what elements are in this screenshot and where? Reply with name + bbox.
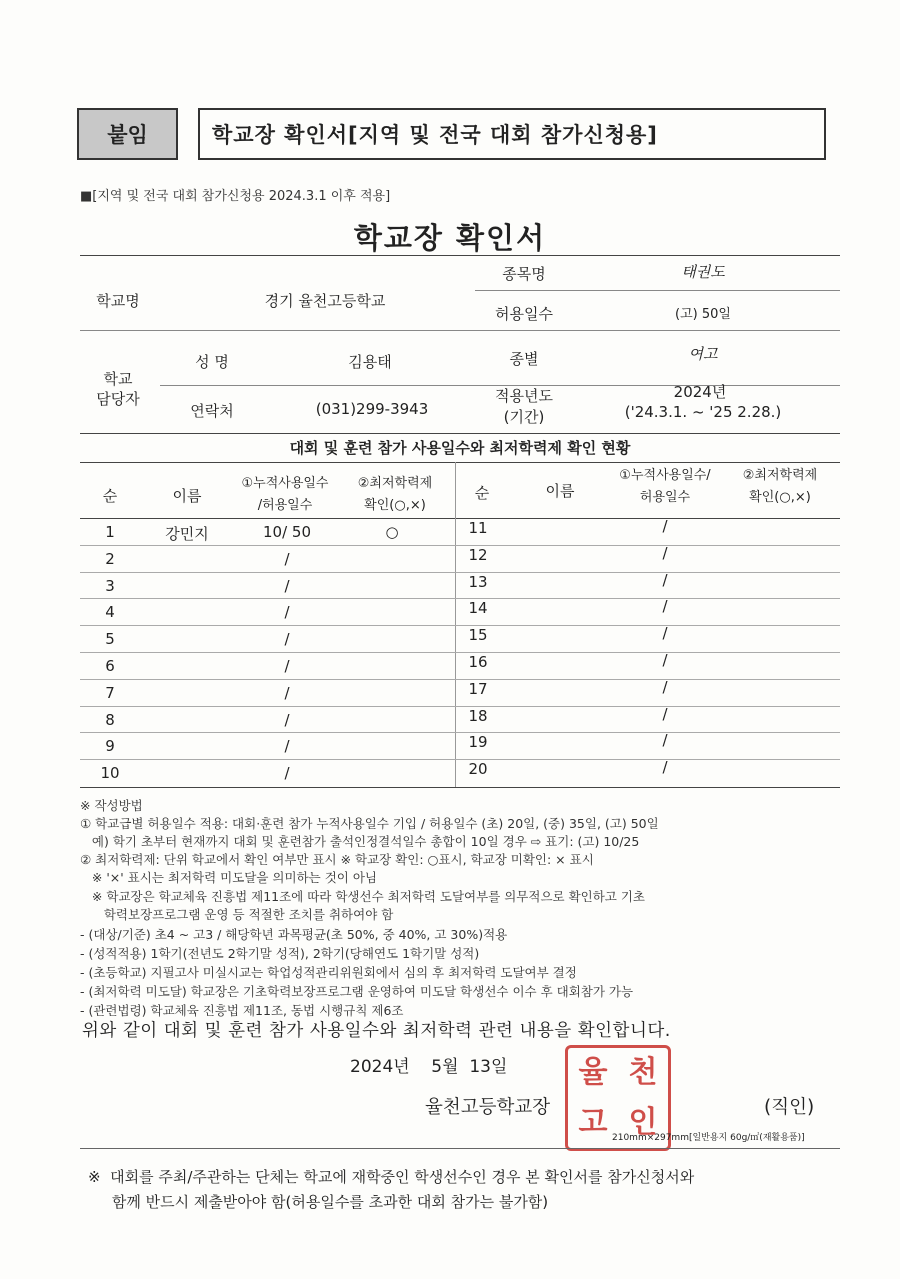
- year-label: 적용년도: [495, 387, 553, 405]
- usage-table-top-line: [80, 462, 840, 463]
- event-label: 종목명: [502, 265, 546, 283]
- instruction-line: - (성적적용) 1학기(전년도 2학기말 성적), 2학기(당해연도 1학기말 성적): [80, 946, 480, 961]
- row-days: /: [662, 543, 668, 562]
- instruction-line: ※ 작성방법: [80, 798, 143, 813]
- manager-label: 학교: [103, 370, 133, 388]
- instruction-line: 예) 학기 초부터 현재까지 대회 및 훈련참가 출석인정결석일수 총합이 10일 경우 ⇨ 표기: (고) 10/25: [80, 834, 640, 849]
- header-check: ②최저학력제: [357, 476, 433, 491]
- header-days: ①누적사용일수/: [619, 468, 711, 483]
- row-number: 15: [468, 626, 488, 645]
- row-number: 2: [105, 549, 115, 568]
- footer-divider: [80, 1148, 840, 1149]
- row-number: 3: [105, 576, 115, 595]
- principal-name: 율천고등학교장: [425, 1097, 551, 1118]
- row-days: /: [662, 624, 668, 643]
- gender-value: 여고: [688, 345, 718, 363]
- info-top-line: [80, 255, 840, 256]
- row-days: /: [284, 764, 290, 783]
- row-days: /: [284, 657, 290, 675]
- row-number: 20: [468, 760, 488, 779]
- instruction-line: - (초등학교) 지필고사 미실시교는 학업성적관리위원회에서 심의 후 최저학력 도달여부 결정: [80, 965, 577, 980]
- instruction-line: - (대상/기준) 초4 ~ 고3 / 해당학년 과목평균(초 50%, 중 40%, 고 30%)적용: [80, 927, 508, 942]
- year-label: (기간): [503, 408, 545, 426]
- confirm-statement: 위와 같이 대회 및 훈련 참가 사용일수와 최저학력 관련 내용을 확인합니다.: [82, 1021, 671, 1041]
- row-days: /: [662, 677, 668, 696]
- header-name: 이름: [545, 482, 575, 500]
- row-days: /: [662, 517, 668, 535]
- header-check: ②최저학력제: [742, 468, 818, 483]
- row-number: 14: [468, 599, 488, 618]
- row-days: /: [662, 731, 668, 750]
- row-days: /: [662, 758, 668, 777]
- row-number: 7: [105, 683, 115, 702]
- header-no: 순: [102, 487, 118, 505]
- header-days: 허용일수: [639, 490, 691, 505]
- header-check: 확인(○,×): [749, 490, 811, 505]
- row-number: 6: [105, 657, 115, 675]
- row-days: /: [662, 597, 668, 616]
- row-line: [80, 572, 840, 573]
- header-check: 확인(○,×): [364, 498, 426, 513]
- applicability-note: ■[지역 및 전국 대회 참가신청용 2024.3.1 이후 적용]: [80, 189, 391, 204]
- info-bottom-line: [80, 433, 840, 434]
- school-value: 경기 율천고등학교: [264, 292, 386, 310]
- document-title: 학교장 확인서[지역 및 전국 대회 참가신청용]: [198, 108, 826, 160]
- school-label: 학교명: [96, 292, 140, 310]
- usage-section-title: 대회 및 훈련 참가 사용일수와 최저학력제 확인 현황: [289, 439, 631, 457]
- footer-note-line1: ※ 대회를 주최/주관하는 단체는 학교에 재학중인 학생선수인 경우 본 확인서를 참가신청서와: [88, 1168, 695, 1186]
- attachment-tag: 붙임: [77, 108, 178, 160]
- row-check: ○: [385, 523, 399, 541]
- row-line: [80, 706, 840, 707]
- paper-spec-note: 210mm×297mm[일반용지 60g/㎡(재활용품)]: [612, 1133, 805, 1143]
- row-line: [80, 652, 840, 653]
- row-days: /: [284, 710, 290, 729]
- seal-mark: 율: [578, 1055, 608, 1090]
- main-title: 학교장 확인서: [353, 221, 547, 255]
- instruction-line: - (관련법령) 학교체육 진흥법 제11조, 동법 시행규칙 제6조: [80, 1003, 404, 1018]
- row-number: 4: [105, 603, 115, 622]
- row-days: /: [284, 737, 290, 756]
- header-days: ①누적사용일수: [241, 476, 329, 491]
- name-value: 김용태: [348, 353, 392, 371]
- row-days: /: [662, 570, 668, 589]
- year-value: 2024년: [673, 383, 727, 401]
- row-line: [80, 759, 840, 760]
- instruction-line: ※ 학교장은 학교체육 진흥법 제11조에 따라 학생선수 최저학력 도달여부를 의무적으로 확인하고 기초: [80, 889, 646, 904]
- row-number: 1: [105, 523, 115, 541]
- name-label: 성 명: [195, 353, 229, 371]
- seal-mark: 인: [628, 1105, 658, 1140]
- header-no: 순: [474, 484, 490, 502]
- row-number: 9: [105, 737, 115, 756]
- row-number: 17: [468, 679, 488, 698]
- row-days: /: [284, 683, 290, 702]
- row-number: 11: [468, 519, 488, 537]
- event-value: 태권도: [681, 263, 725, 281]
- instruction-line: - (최저학력 미도달) 학교장은 기초학력보장프로그램 운영하여 미도달 학생선수 이수 후 대회참가 가능: [80, 984, 634, 999]
- row-number: 8: [105, 710, 115, 729]
- contact-value: (031)299-3943: [315, 400, 429, 418]
- confirm-date: 2024년 5월 13일: [350, 1057, 508, 1077]
- row-days: /: [662, 704, 668, 723]
- footer-note-line2: 함께 반드시 제출받아야 함(허용일수를 초과한 대회 참가는 불가함): [88, 1193, 549, 1211]
- seal-mark: 천: [628, 1055, 658, 1090]
- usage-table-bottom-line: [80, 787, 840, 788]
- instruction-line: ※ '×' 표시는 최저학력 미도달을 의미하는 것이 아님: [80, 870, 377, 885]
- instruction-line: ① 학교급별 허용일수 적용: 대회·훈련 참가 누적사용일수 기입 / 허용일수 (초) 20일, (중) 35일, (고) 50일: [80, 816, 659, 831]
- row-days: /: [284, 630, 290, 649]
- allowed-days-value: (고) 50일: [675, 307, 731, 322]
- row-line: [80, 679, 840, 680]
- row-number: 13: [468, 572, 488, 591]
- row-days: 10/ 50: [263, 523, 311, 541]
- row-line: [80, 625, 840, 626]
- row-number: 19: [468, 733, 488, 752]
- instruction-line: 학력보장프로그램 운영 등 적절한 조치를 취하여야 함: [80, 907, 394, 922]
- row-number: 10: [100, 764, 120, 783]
- row-days: /: [284, 549, 290, 568]
- usage-header-line: [80, 518, 840, 519]
- seal-note: (직인): [764, 1097, 815, 1118]
- row-number: 18: [468, 706, 488, 725]
- row-line: [80, 545, 840, 546]
- row-number: 16: [468, 653, 488, 671]
- instruction-line: ② 최저학력제: 단위 학교에서 확인 여부만 표시 ※ 학교장 확인: ○표시, 학교장 미확인: × 표시: [80, 852, 594, 867]
- row-number: 5: [105, 630, 115, 649]
- info-line: [80, 330, 840, 331]
- row-name: 강민지: [165, 525, 209, 543]
- row-days: /: [284, 576, 290, 595]
- header-days: /허용일수: [257, 498, 313, 513]
- period-value: ('24.3.1. ~ '25 2.28.): [624, 403, 782, 421]
- header-name: 이름: [172, 487, 202, 505]
- contact-label: 연락처: [190, 402, 234, 420]
- manager-label: 담당자: [96, 390, 140, 408]
- info-line: [475, 290, 840, 291]
- seal-mark: 고: [578, 1105, 608, 1140]
- row-line: [80, 598, 840, 599]
- row-number: 12: [468, 545, 488, 564]
- allowed-days-label: 허용일수: [495, 305, 553, 323]
- row-days: /: [284, 603, 290, 622]
- row-days: /: [662, 651, 668, 669]
- gender-label: 종별: [509, 350, 539, 368]
- row-line: [80, 732, 840, 733]
